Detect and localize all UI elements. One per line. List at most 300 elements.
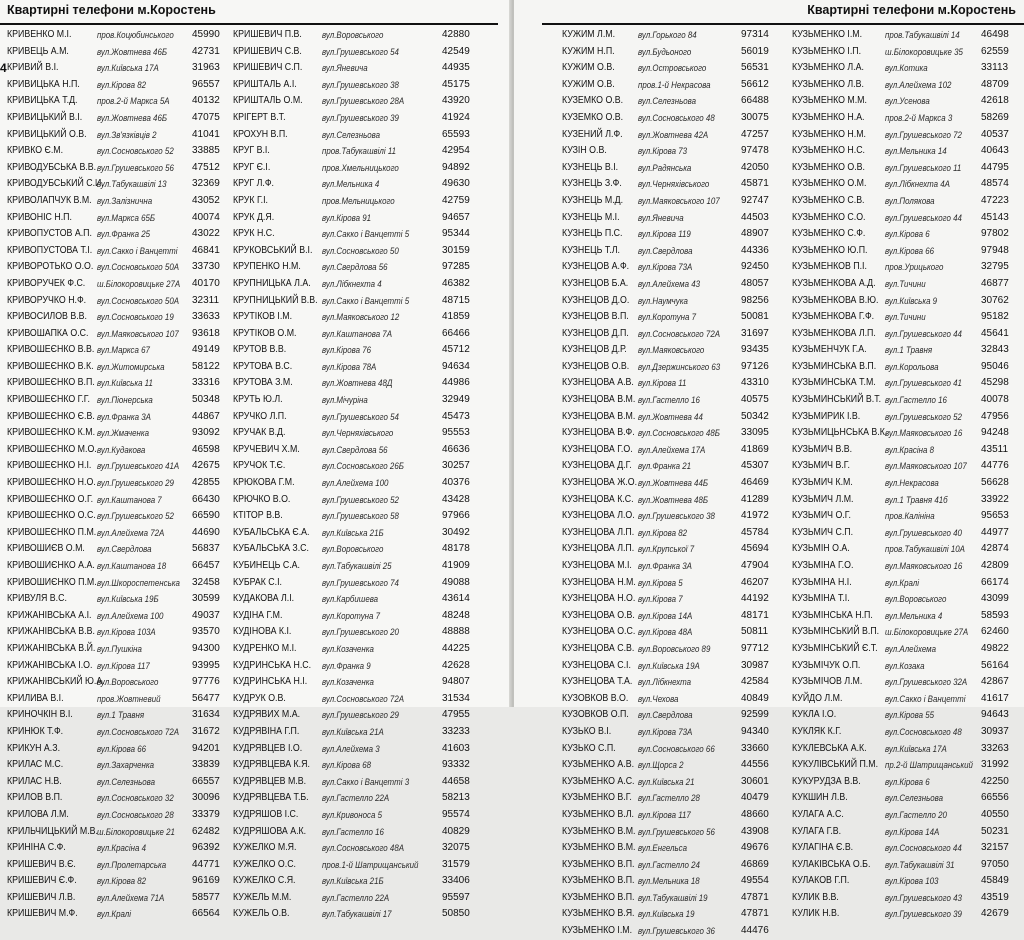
subscriber-address: вул.Свердлова 56 — [322, 444, 388, 455]
subscriber-name: КУЗЬМЕНКО О.М. — [792, 178, 867, 190]
subscriber-address: вул.1 Травня — [97, 710, 145, 721]
phone-number: 47955 — [442, 709, 470, 721]
subscriber-address: вул.Франка 21 — [638, 461, 692, 472]
subscriber-name: КУЗЬМЕНКО Н.С. — [792, 145, 865, 157]
subscriber-name: КРИВИЦЬКИЙ О.В. — [7, 128, 87, 140]
subscriber-name: КРИВИЙ В.І. — [7, 62, 59, 74]
subscriber-address: вул.Сосновського 72А — [97, 726, 180, 737]
phone-number: 56531 — [741, 62, 769, 74]
phone-number: 97314 — [741, 29, 769, 40]
subscriber-name: КУЗЬМИЧ Л.М. — [792, 493, 854, 505]
phone-number: 41924 — [442, 111, 470, 123]
subscriber-address: вул.Алейхема 102 — [885, 79, 952, 90]
phone-number: 49088 — [442, 576, 470, 588]
subscriber-name: КРИШЕВИЧ С.П. — [233, 62, 303, 74]
subscriber-address: вул.Франка 25 — [97, 229, 151, 240]
subscriber-address: ш.Білокоровицьке 27А — [97, 278, 181, 289]
subscriber-address: вул.Алейхема 100 — [97, 610, 164, 621]
subscriber-address: вул.Грушевського 39 — [322, 112, 399, 123]
phone-number: 31634 — [192, 709, 220, 721]
subscriber-address: вул.Грушевського 36 — [638, 926, 715, 937]
subscriber-address: вул.Гастелло 22А — [322, 793, 390, 804]
phone-number: 66556 — [981, 792, 1009, 804]
subscriber-name: КРИКУН А.З. — [7, 742, 61, 754]
phone-number: 44977 — [981, 526, 1009, 538]
subscriber-name: КУЗЬКО С.П. — [562, 742, 616, 754]
phone-number: 43519 — [981, 891, 1009, 903]
subscriber-address: вул.Селезньова — [322, 129, 381, 140]
phone-number: 47257 — [741, 128, 769, 140]
phone-number: 93618 — [192, 327, 220, 339]
subscriber-address: вул.Сосновського 48 — [885, 726, 962, 737]
subscriber-address: вул.Козаченка — [322, 677, 374, 688]
phone-number: 33730 — [192, 261, 220, 273]
phone-number: 56019 — [741, 45, 769, 57]
subscriber-address: вул.Київська 21Б — [322, 527, 384, 538]
phone-number: 95182 — [981, 311, 1009, 323]
phone-number: 42867 — [981, 676, 1009, 688]
subscriber-name: КУЗНЕЦОВ Д.Р. — [562, 344, 627, 356]
subscriber-name: КУКШИН Л.В. — [792, 792, 848, 804]
subscriber-name: КУЖИМ Н.П. — [562, 45, 615, 57]
subscriber-name: КУЗНЕЦОВА С.І. — [562, 659, 631, 671]
subscriber-name: КУДРЯВЦЕВА Т.Б. — [233, 792, 309, 804]
subscriber-address: ш.Білокоровицьке 27А — [885, 627, 969, 638]
subscriber-address: вул.Кірова 48А — [638, 627, 693, 638]
phone-number: 33660 — [741, 742, 769, 754]
subscriber-address: вул.Грушевського 29 — [322, 710, 399, 721]
subscriber-name: КУДРЯВІНА Г.П. — [233, 725, 300, 737]
subscriber-name: КУЗЬМЕНКО Н.А. — [792, 111, 865, 123]
subscriber-address: пров.2-й Маркса 5А — [97, 96, 170, 107]
phone-number: 50081 — [741, 311, 769, 323]
phone-number: 44503 — [741, 211, 769, 223]
subscriber-address: вул.Маяковського 107 — [97, 328, 179, 339]
subscriber-address: вул.Красіна 8 — [885, 444, 934, 455]
subscriber-name: КРУКОВСЬКИЙ В.І. — [233, 244, 313, 256]
subscriber-address: вул.Грушевського 38 — [322, 79, 399, 90]
subscriber-name: КУЗЕМКО О.В. — [562, 95, 624, 107]
subscriber-address: вул.Зв'язківців 2 — [97, 129, 157, 140]
subscriber-address: вул.Маяковського 12 — [322, 312, 400, 323]
subscriber-name: КРУЧАК В.Д. — [233, 427, 286, 439]
phone-number: 62559 — [981, 45, 1009, 57]
subscriber-name: КУЛАГА Г.В. — [792, 825, 842, 837]
subscriber-address: вул.Воровського — [322, 544, 384, 555]
phone-number: 97966 — [442, 510, 470, 522]
phone-number: 42809 — [981, 560, 1009, 571]
phone-number: 58269 — [981, 111, 1009, 123]
subscriber-address: вул.Маркса 67 — [97, 345, 150, 356]
phone-number: 45849 — [981, 875, 1009, 887]
subscriber-name: КУЛАКІВСЬКА О.Б. — [792, 858, 871, 870]
subscriber-name: КРИЖАНІВСЬКИЙ Ю.А. — [7, 676, 105, 688]
phone-number: 30096 — [192, 792, 220, 804]
subscriber-name: КУКЛА І.О. — [792, 709, 837, 721]
phone-number: 48715 — [442, 294, 470, 306]
subscriber-name: КУЗЬМИЧ В.Г. — [792, 460, 850, 472]
subscriber-name: КУЗНЕЦОВА Л.П. — [562, 526, 635, 538]
subscriber-address: вул.Сосновського 48А — [322, 843, 405, 854]
subscriber-name: КУКУЛІВСЬКИЙ П.М. — [792, 759, 879, 771]
subscriber-address: вул.Яневича — [322, 63, 368, 74]
phone-number: 43099 — [981, 593, 1009, 605]
subscriber-name: КРИВОШЕЄНКО О.Г. — [7, 493, 94, 505]
subscriber-name: КУЗНЕЦОВА В.М. — [562, 394, 636, 406]
subscriber-address: вул.Корольова — [885, 361, 939, 372]
subscriber-name: КУЗНЕЦОВ А.Ф. — [562, 261, 630, 273]
subscriber-name: КРУЧОК Т.Є. — [233, 460, 286, 472]
subscriber-name: КУЗНЕЦЬ В.І. — [562, 161, 619, 173]
phone-number: 93435 — [741, 344, 769, 356]
subscriber-address: вул.Мельника 4 — [885, 610, 943, 621]
phone-number: 47871 — [741, 891, 769, 903]
phone-number: 45143 — [981, 211, 1009, 223]
subscriber-name: КУБАЛЬСЬКА Є.А. — [233, 526, 310, 538]
phone-number: 45298 — [981, 377, 1009, 389]
subscriber-address: вул.1 Травня 41б — [885, 494, 948, 505]
phone-number: 42618 — [981, 95, 1009, 107]
subscriber-name: КУЖЕЛКО С.Я. — [233, 875, 296, 887]
subscriber-name: КУЗЬМИЧ В.В. — [792, 443, 853, 455]
phone-number: 30762 — [981, 294, 1009, 306]
phone-number: 46469 — [741, 477, 769, 489]
subscriber-name: КРИВУЛЯ В.С. — [7, 593, 67, 605]
subscriber-name: КРИШТАЛЬ А.І. — [233, 78, 297, 90]
subscriber-name: КУЗЬМИНСЬКА В.П. — [792, 360, 877, 372]
subscriber-address: вул.Захарченка — [97, 760, 155, 771]
subscriber-address: вул.Горького 84 — [638, 30, 697, 40]
phone-number: 46382 — [442, 277, 470, 289]
phone-number: 31534 — [442, 692, 470, 704]
subscriber-name: КУДРУК О.В. — [233, 692, 286, 704]
phone-number: 92747 — [741, 194, 769, 206]
subscriber-name: КРИЛЬЧИЦЬКИЙ М.В. — [7, 825, 98, 837]
subscriber-address: вул.Сакко і Ванцетті — [97, 245, 178, 256]
subscriber-address: вул.Гастелло 16 — [885, 395, 947, 406]
subscriber-name: КРИШЕВИЧ С.В. — [233, 45, 302, 57]
subscriber-address: вул.Грушевського 56 — [97, 162, 174, 173]
subscriber-address: вул.Франка 3А — [638, 561, 692, 571]
subscriber-address: вул.Жовтнева 48Б — [638, 494, 709, 505]
subscriber-address: вул.Сосновського 26Б — [322, 461, 404, 472]
subscriber-name: КУЗЬМЕНКОВА Л.П. — [792, 327, 876, 339]
phone-number: 40849 — [741, 692, 769, 704]
subscriber-address: вул.Житомирська — [97, 361, 165, 372]
phone-number: 41859 — [442, 311, 470, 323]
subscriber-address: вул.Кірова 68 — [322, 760, 372, 771]
subscriber-address: вул.Київська 9 — [885, 295, 938, 306]
subscriber-address: вул.Сосновського 72А — [322, 693, 405, 704]
phone-number: 32949 — [442, 394, 470, 406]
subscriber-name: КУЗЬМЕНКО С.Ф. — [792, 228, 866, 240]
subscriber-address: вул.Київська 11 — [97, 378, 153, 389]
phone-number: 95046 — [981, 360, 1009, 372]
subscriber-address: вул.Сосновського 52 — [97, 146, 174, 157]
subscriber-address: вул.Грушевського 58 — [322, 511, 399, 522]
phone-number: 49037 — [192, 609, 220, 621]
subscriber-name: КУЖИМ О.В. — [562, 62, 615, 74]
subscriber-address: вул.Жовтнева 46Б — [97, 112, 168, 123]
phone-number: 44867 — [192, 410, 220, 422]
phone-number: 32795 — [981, 261, 1009, 273]
phone-number: 46877 — [981, 277, 1009, 289]
phone-number: 42954 — [442, 145, 470, 157]
subscriber-address: вул.Київська 19 — [638, 909, 695, 920]
subscriber-address: вул.Маяковського 16 — [885, 561, 963, 571]
phone-number: 42731 — [192, 45, 220, 57]
subscriber-address: вул.Островського — [638, 63, 707, 74]
subscriber-name: КУЗОВКОВ О.П. — [562, 709, 629, 721]
subscriber-name: КРУТЬ Ю.Л. — [233, 394, 283, 406]
subscriber-name: КУЗНЕЦОВА М.І. — [562, 560, 632, 571]
subscriber-address: вул.Гастелло 20 — [885, 809, 947, 820]
subscriber-name: КУЗЬМЕНКО А.В. — [562, 759, 635, 771]
subscriber-name: КРУПНИЦЬКИЙ В.В. — [233, 294, 318, 306]
phone-number: 97050 — [981, 858, 1009, 870]
subscriber-address: вул.Кірова 66 — [97, 743, 147, 754]
subscriber-name: КУЗЬМИРИК І.В. — [792, 410, 861, 422]
subscriber-name: КУЛАГІНА Є.В. — [792, 842, 854, 854]
subscriber-name: КРУПНИЦЬКА Л.А. — [233, 277, 311, 289]
subscriber-name: КУЗНЕЦЬ П.С. — [562, 228, 623, 240]
page-header: Квартирні телефони м.Коростень — [7, 3, 216, 17]
subscriber-address: вул.Грушевського 28А — [322, 96, 405, 107]
subscriber-name: КУЗЬМЕНКО В.П. — [562, 858, 635, 870]
phone-number: 40078 — [981, 394, 1009, 406]
subscriber-name: КУЗЬМІНА Т.І. — [792, 593, 850, 605]
subscriber-address: вул.Радянська — [638, 162, 692, 173]
subscriber-name: КУЗНЕЦОВА Т.А. — [562, 676, 633, 688]
subscriber-address: вул.Тичини — [885, 278, 926, 289]
phone-number: 40074 — [192, 211, 220, 223]
phone-number: 45307 — [741, 460, 769, 472]
phone-number: 46636 — [442, 443, 470, 455]
subscriber-name: КУЗЬМЕНКО С.В. — [792, 194, 865, 206]
subscriber-address: вул.Сосновського 72А — [638, 328, 721, 339]
subscriber-name: КУЗНЕЦОВА В.Ф. — [562, 427, 635, 439]
subscriber-address: вул.Залізнична — [97, 195, 153, 206]
subscriber-address: вул.Грушевського 29 — [97, 478, 174, 489]
header-rule — [542, 23, 1024, 25]
subscriber-address: вул.Маяковського 16 — [885, 428, 963, 439]
phone-number: 40829 — [442, 825, 470, 837]
subscriber-name: КУЗЬМИНСЬКИЙ В.Т. — [792, 394, 882, 406]
subscriber-address: пров.Табукашвілі 11 — [322, 146, 397, 157]
phone-number: 41972 — [741, 510, 769, 522]
phone-number: 45641 — [981, 327, 1009, 339]
subscriber-address: вул.Щорса 2 — [638, 760, 684, 771]
subscriber-address: вул.Жовтнева 48Д — [322, 378, 393, 389]
phone-number: 41603 — [442, 742, 470, 754]
subscriber-name: КУЗЬМЕНКО І.М. — [562, 925, 633, 937]
subscriber-name: КРИВИЦЬКА Н.П. — [7, 78, 80, 90]
subscriber-address: вул.Жовтнева 46Б — [97, 46, 168, 57]
phone-number: 56477 — [192, 692, 220, 704]
phone-number: 33263 — [981, 742, 1009, 754]
phone-number: 44476 — [741, 925, 769, 937]
phone-number: 56612 — [741, 78, 769, 90]
phone-number: 94340 — [741, 725, 769, 737]
subscriber-name: КРИВОДУБСЬКА В.В. — [7, 161, 97, 173]
phone-number: 46498 — [981, 29, 1009, 40]
subscriber-address: вул.Селезньова — [885, 793, 944, 804]
subscriber-address: вул.Київська 17А — [97, 63, 159, 74]
phone-number: 33316 — [192, 377, 220, 389]
subscriber-name: КРУЧКО Л.П. — [233, 410, 287, 422]
phone-number: 30075 — [741, 111, 769, 123]
phone-number: 47512 — [192, 161, 220, 173]
left-page — [0, 0, 512, 920]
phone-number: 44935 — [442, 62, 470, 74]
phone-number: 32843 — [981, 344, 1009, 356]
subscriber-address: вул.Кірова 6 — [885, 229, 930, 240]
subscriber-address: вул.Жовтнева 44 — [638, 411, 703, 422]
subscriber-name: КУЗНЕЦОВА Л.О. — [562, 510, 635, 522]
subscriber-name: КУДРЯВЦЕВ М.В. — [233, 775, 307, 787]
subscriber-address: вул.Кривоноса 5 — [322, 809, 382, 820]
subscriber-address: вул.Кірова 78А — [322, 361, 377, 372]
subscriber-name: КУЖЕЛЬ О.В. — [233, 908, 290, 920]
subscriber-name: КРИНІНА С.Ф. — [7, 842, 66, 854]
subscriber-name: КРИВКО Є.М. — [7, 145, 64, 157]
subscriber-name: КРИНОЧКІН В.І. — [7, 709, 73, 721]
subscriber-name: КУЖЕЛКО О.С. — [233, 858, 297, 870]
subscriber-name: КУДІНОВА К.І. — [233, 626, 292, 638]
subscriber-address: вул.Чехова — [638, 693, 679, 704]
subscriber-name: КУЗОВКОВ В.О. — [562, 692, 629, 704]
phone-number: 43920 — [442, 95, 470, 107]
subscriber-address: вул.Сакко і Ванцетті 5 — [322, 295, 410, 306]
subscriber-address: вул.Кірова 7 — [638, 594, 683, 605]
subscriber-address: вул.Грушевського 32А — [885, 677, 968, 688]
subscriber-name: КУЖЕЛКО М.Я. — [233, 842, 297, 854]
subscriber-address: вул.Кірова 117 — [638, 809, 691, 820]
phone-number: 40537 — [981, 128, 1009, 140]
phone-number: 30987 — [741, 659, 769, 671]
subscriber-name: КРИВОШАПКА О.С. — [7, 327, 89, 339]
subscriber-address: вул.Пролетарська — [97, 859, 167, 870]
page-header: Квартирні телефони м.Коростень — [807, 3, 1016, 17]
subscriber-name: КУЗЬМЕНЧУК Г.А. — [792, 344, 867, 356]
subscriber-name: КУЗЬМІНСЬКА Н.П. — [792, 609, 873, 621]
subscriber-name: КУЗНЕЦОВА Ж.О. — [562, 477, 638, 489]
phone-number: 97126 — [741, 360, 769, 372]
subscriber-address: вул.Сакко і Ванцетті — [885, 693, 966, 704]
subscriber-name: КУЗЬМЕНКО Л.А. — [792, 62, 864, 74]
subscriber-name: КРУТОВА В.С. — [233, 360, 293, 372]
phone-number: 32311 — [192, 294, 220, 306]
subscriber-name: КУЗНЕЦОВ Д.О. — [562, 294, 630, 306]
phone-number: 94248 — [981, 427, 1009, 439]
phone-number: 65593 — [442, 128, 470, 140]
phone-number: 94634 — [442, 360, 470, 372]
subscriber-address: вул.Київська 19А — [638, 660, 700, 671]
phone-number: 31963 — [192, 62, 220, 74]
subscriber-address: вул.Алейхема — [885, 643, 936, 654]
subscriber-name: КРУПЕНКО Н.М. — [233, 261, 301, 273]
subscriber-address: пров.1-й Шатрищанський — [322, 859, 419, 870]
subscriber-address: вул.Сакко і Ванцетті 5 — [322, 229, 410, 240]
subscriber-name: КРИВОШЕЄНКО В.К. — [7, 360, 94, 372]
phone-number: 47075 — [192, 111, 220, 123]
phone-number: 49822 — [981, 642, 1009, 654]
right-page — [514, 0, 1024, 937]
subscriber-address: пров.Коцюбинського — [97, 30, 174, 40]
subscriber-name: КРИВОШИЄВ О.М. — [7, 543, 85, 555]
subscriber-name: КУБИНЕЦЬ С.А. — [233, 560, 300, 571]
subscriber-address: пров.2-й Маркса 3 — [885, 112, 953, 123]
subscriber-name: КРИВОШЕЄНКО В.П. — [7, 377, 95, 389]
phone-number: 66488 — [741, 95, 769, 107]
phone-number: 97776 — [192, 676, 220, 688]
subscriber-address: вул.Київська 17А — [885, 743, 947, 754]
phone-number: 44776 — [981, 460, 1009, 472]
subscriber-name: КРИВОШЕЄНКО О.С. — [7, 510, 96, 522]
subscriber-name: КУЗНЕЦЬ З.Ф. — [562, 178, 622, 190]
phone-number: 30599 — [192, 593, 220, 605]
subscriber-name: КУЗНЕЦЬ Т.Л. — [562, 244, 620, 256]
subscriber-address: вул.Кірова 103 — [885, 876, 939, 887]
subscriber-name: КУЗЕНИЙ Л.Ф. — [562, 128, 623, 140]
subscriber-address: вул.Кірова 73А — [638, 726, 693, 737]
phone-number: 40550 — [981, 808, 1009, 820]
subscriber-address: вул.Грушевського 52 — [885, 411, 962, 422]
subscriber-address: вул.Мельника 14 — [885, 146, 947, 157]
subscriber-address: вул.Черняхівського — [638, 179, 710, 190]
subscriber-name: КРИВОШИЄНКО П.М. — [7, 576, 97, 588]
subscriber-name: КУДРИНСЬКА Н.І. — [233, 676, 308, 688]
subscriber-name: КРИЛИВА В.І. — [7, 692, 64, 704]
subscriber-name: КТІТОР В.В. — [233, 510, 283, 522]
subscriber-address: вул.Воровського — [97, 677, 159, 688]
subscriber-name: КУЗЬМЕНКО С.О. — [792, 211, 866, 223]
subscriber-name: КРИЛОВ В.П. — [7, 792, 63, 804]
subscriber-name: КРИЖАНІВСЬКА І.О. — [7, 659, 93, 671]
phone-number: 66590 — [192, 510, 220, 522]
subscriber-name: КУЗЬМИЧ К.М. — [792, 477, 853, 489]
phone-number: 94643 — [981, 709, 1009, 721]
phone-number: 44556 — [741, 759, 769, 771]
phone-number: 32157 — [981, 842, 1009, 854]
phone-number: 49149 — [192, 344, 220, 356]
subscriber-address: вул.Франка 3А — [97, 411, 151, 422]
phone-number: 43614 — [442, 593, 470, 605]
subscriber-name: КУЗЬМЕНКО В.Я. — [562, 908, 635, 920]
phone-number: 66564 — [192, 908, 220, 920]
phone-number: 47904 — [741, 560, 769, 571]
subscriber-address: вул.Сосновського 66 — [638, 743, 715, 754]
phone-number: 43052 — [192, 194, 220, 206]
subscriber-name: КРИЖАНІВСЬКА В.В. — [7, 626, 95, 638]
subscriber-address: вул.Грушевського 20 — [322, 627, 399, 638]
header-rule — [0, 23, 498, 25]
phone-number: 40170 — [192, 277, 220, 289]
subscriber-name: КУЗЬМІНСЬКИЙ В.П. — [792, 626, 880, 638]
subscriber-address: вул.Грушевського 41 — [885, 378, 962, 389]
phone-number: 43310 — [741, 377, 769, 389]
phone-number: 45694 — [741, 543, 769, 555]
phone-number: 66466 — [442, 327, 470, 339]
subscriber-name: КУКУРУДЗА В.В. — [792, 775, 861, 787]
subscriber-name: КРИВОДУБСЬКИЙ С.И. — [7, 178, 104, 190]
phone-number: 50348 — [192, 394, 220, 406]
phone-number: 45473 — [442, 410, 470, 422]
subscriber-address: вул.Воровського — [885, 594, 947, 605]
phone-number: 32075 — [442, 842, 470, 854]
phone-number: 42250 — [981, 775, 1009, 787]
phone-number: 97712 — [741, 642, 769, 654]
